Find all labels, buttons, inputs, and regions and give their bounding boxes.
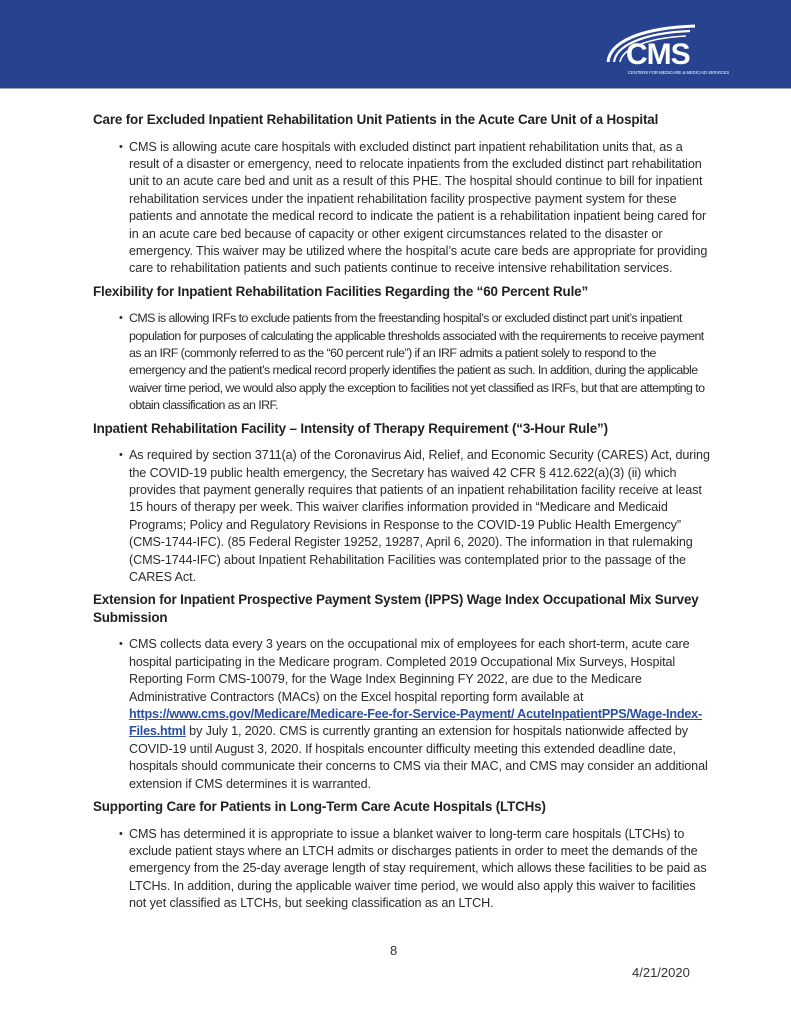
list-item	[119, 139, 713, 278]
section-excluded-irf-units	[93, 111, 713, 278]
bullet-icon: •	[119, 827, 123, 840]
page-number: 8	[390, 943, 398, 958]
section-heading: Inpatient Rehabilitation Facility – Intensity of Therapy Requirement (“3-Hour Rule”)	[93, 420, 608, 436]
bullet-icon: •	[119, 449, 123, 462]
bullet-icon: •	[119, 638, 123, 651]
section-heading: Extension for Inpatient Prospective Payment System (IPPS) Wage Index Occupational Mix Survey Submission	[93, 592, 699, 625]
bullet-text: As required by section 3711(a) of the Coronavirus Aid, Relief, and Economic Security (CARES) Act, during the COVID-19 public health emergency, the Secretary has waived 42 CFR § 412.622(a)(3) (ii) which provides that payment generally requires that patients of an inpatient rehabilitation facility receive at least 15 hours of therapy per week. This waiver clarifies information provided in “Medicare and Medicaid Programs; Policy and Regulatory Revisions in Response to the COVID-19 Public Health Emergency” (CMS-1744-IFC). (85 Federal Register 19252, 19287, April 6, 2020). The information in that rulemaking (CMS-1744-IFC) about Inpatient Rehabilitation Facilities was contemplated prior to the passage of the CARES Act.	[129, 448, 710, 585]
bullet-list	[93, 139, 713, 278]
cms-logo	[600, 22, 750, 78]
bullet-list	[93, 447, 713, 586]
section-60-percent-rule	[93, 283, 713, 415]
document-body	[93, 111, 713, 918]
list-item	[119, 447, 713, 586]
section-ipps-wage-index	[93, 591, 713, 793]
cms-swoosh-logo-icon	[600, 22, 750, 78]
bullet-list	[93, 826, 713, 913]
bullet-text: CMS is allowing IRFs to exclude patients from the freestanding hospital’s or excluded distinct part unit’s inpatient population for purposes of calculating the applicable thresholds associated with the requirements to receive payment as an IRF (commonly referred to as the “60 percent rule”) if an IRF admits a patient solely to respond to the emergency and the patient’s medical record properly identifies the patient as such. In addition, during the applicable waiver time period, we would also apply the exception to facilities not yet classified as IRFs, but that are attempting to obtain classification as an IRF.	[129, 311, 705, 413]
wage-index-files-link[interactable]: https://www.cms.gov/Medicare/Medicare-Fee-for-Service-Payment/ AcuteInpatientPPS/Wage-Index-Files.html	[129, 707, 702, 739]
list-item	[119, 636, 713, 793]
bullet-text: CMS is allowing acute care hospitals with excluded distinct part inpatient rehabilitation units that, as a result of a disaster or emergency, need to relocate inpatients from the excluded distinct part rehabilitation unit to an acute care bed and unit as a result of this PHE. The hospital should continue to bill for inpatient rehabilitation services under the inpatient rehabilitation facility prospective payment system for these patients and annotate the medical record to indicate the patient is a rehabilitation inpatient being cared for in an acute care bed because of capacity or other exigent circumstances related to the disaster or emergency. This waiver may be utilized where the hospital’s acute care beds are appropriate for providing care to rehabilitation patients and such patients continue to receive intensive rehabilitation services.	[129, 139, 708, 276]
logo-wordmark: CMS	[626, 38, 690, 71]
header-bar	[0, 0, 791, 89]
list-item	[119, 310, 713, 414]
bullet-text-after-link: by July 1, 2020. CMS is currently granting an extension for hospitals nationwide affected by COVID-19 until August 3, 2020. If hospitals encounter difficulty meeting this extended deadline date, hospitals should communicate their concerns to CMS via their MAC, and CMS may consider an additional extension if CMS determines it is warranted.	[129, 724, 708, 791]
page-date: 4/21/2020	[632, 965, 690, 980]
section-heading: Supporting Care for Patients in Long-Term Care Acute Hospitals (LTCHs)	[93, 799, 546, 815]
bullet-list	[93, 636, 713, 793]
list-item	[119, 826, 713, 913]
section-ltch	[93, 798, 713, 913]
section-heading: Flexibility for Inpatient Rehabilitation Facilities Regarding the “60 Percent Rule”	[93, 283, 589, 299]
section-heading: Care for Excluded Inpatient Rehabilitation Unit Patients in the Acute Care Unit of a Hospital	[93, 112, 659, 127]
bullet-text: CMS has determined it is appropriate to issue a blanket waiver to long-term care hospitals (LTCHs) to exclude patient stays where an LTCH admits or discharges patients in order to meet the demands of the emergency from the 25-day average length of stay requirement, which allows these facilities to be paid as LTCHs. In addition, during the applicable waiver time period, we would also apply this waiver to facilities not yet classified as LTCHs, but seeking classification as an LTCH.	[129, 826, 707, 911]
logo-tagline: CENTERS FOR MEDICARE & MEDICAID SERVICES	[628, 70, 730, 75]
bullet-list	[93, 310, 713, 414]
bullet-text-before-link: CMS collects data every 3 years on the occupational mix of employees for each short-term, acute care hospital participating in the Medicare program. Completed 2019 Occupational Mix Surveys, Hospital Reporting Form CMS-10079, for the Wage Index Beginning FY 2022, are due to the Medicare Administrative Contractors (MACs) on the Excel hospital reporting form available at	[129, 637, 690, 704]
bullet-icon: •	[119, 312, 123, 325]
section-3-hour-rule	[93, 420, 713, 587]
bullet-icon: •	[119, 140, 123, 153]
